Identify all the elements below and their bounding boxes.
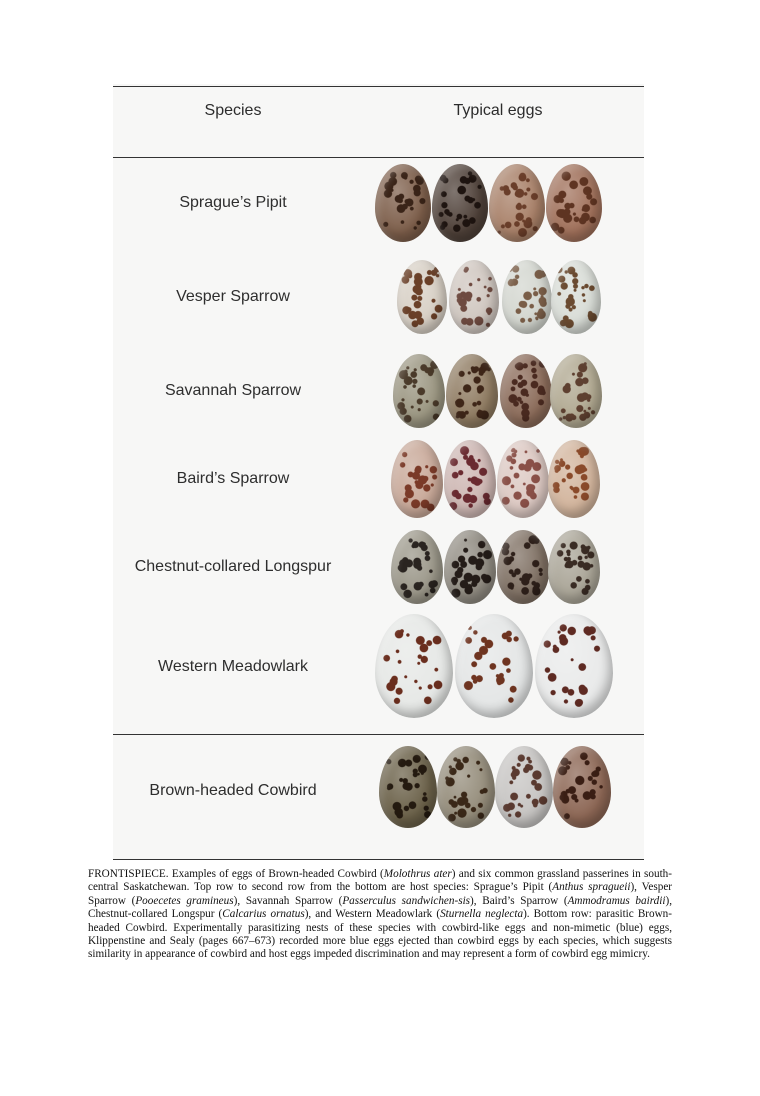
egg-icon [391,530,443,604]
egg-icon [455,614,533,718]
egg-icon [500,354,552,428]
egg-icon [489,164,545,242]
egg-icon [444,440,496,518]
caption-italic: Passerculus sandwichen-sis [342,894,471,907]
species-row [113,440,644,518]
species-row [113,746,644,828]
egg-icon [548,530,600,604]
caption-text: ), Vesper Sparrow ( [88,881,673,907]
egg-icon [550,354,602,428]
egg-icon [497,440,549,518]
egg-icon [551,260,601,334]
species-label: Vesper Sparrow [176,288,290,305]
caption-text: ), Baird’s Sparrow ( [470,894,568,907]
caption-text: FRONTISPIECE. Examples of eggs of Brown-headed Cowbird ( [88,868,384,880]
species-row [113,260,644,334]
species-label: Western Meadowlark [158,658,308,675]
egg-icon [375,164,431,242]
top-rule [113,86,644,87]
egg-icon [397,260,447,334]
egg-icon [432,164,488,242]
egg-icon [393,354,445,428]
bottom-rule [113,859,644,860]
species-label: Baird’s Sparrow [176,470,290,487]
egg-icon [495,746,553,828]
egg-icon [535,614,613,718]
caption-text: ), Savannah Sparrow ( [233,894,343,907]
species-row [113,614,644,718]
egg-icon [548,440,600,518]
figure-caption [88,868,672,962]
species-column-header: Species [204,102,262,119]
caption-italic: Molothrus ater [383,868,452,880]
header-rule [113,157,644,158]
species-row [113,164,644,242]
egg-icon [391,440,443,518]
species-row [113,530,644,604]
caption-text: ), Chestnut-collared Longspur ( [88,894,672,921]
egg-icon [502,260,552,334]
species-row [113,354,644,428]
caption-italic: Ammodramus bairdii [567,894,666,907]
egg-icon [497,530,549,604]
caption-italic: Calcarius ornatus [222,908,305,921]
caption-italic: Anthus spragueii [552,881,631,894]
egg-icon [379,746,437,828]
egg-icon [444,530,496,604]
egg-icon [546,164,602,242]
cowbird-separator-rule [113,734,644,735]
species-label: Savannah Sparrow [164,382,302,399]
caption-italic: Pooecetes gramineus [135,894,234,907]
species-label: Brown-headed Cowbird [149,782,317,799]
caption-text: ) and six common grassland passerines in south-central Saskatchewan. Top row to second row from the bottom are host species: Sprague’s Pipit ( [88,868,673,894]
caption-italic: Sturnella neglecta [440,908,524,921]
egg-icon [375,614,453,718]
eggs-column-header: Typical eggs [453,102,543,119]
caption-text: ), and Western Meadowlark ( [304,908,441,921]
egg-icon [449,260,499,334]
egg-icon [553,746,611,828]
egg-icon [446,354,498,428]
egg-icon [437,746,495,828]
frontispiece-plate [113,84,644,860]
species-label: Chestnut-collared Longspur [134,558,332,575]
caption-text: ). Bottom row: parasitic Brown-headed Cowbird. Experimentally parasitizing nests of these species with cowbird-like eggs and non-mimetic (blue) eggs, Klippenstine and Sealy (pages 667–673) recorded more blue eggs ejected than cowbird eggs by each species, which suggests similarity in appearance of cowbird and host eggs impeded discrimination and may represent a form of cowbird egg mimicry. [88,908,673,961]
species-label: Sprague’s Pipit [179,194,287,211]
